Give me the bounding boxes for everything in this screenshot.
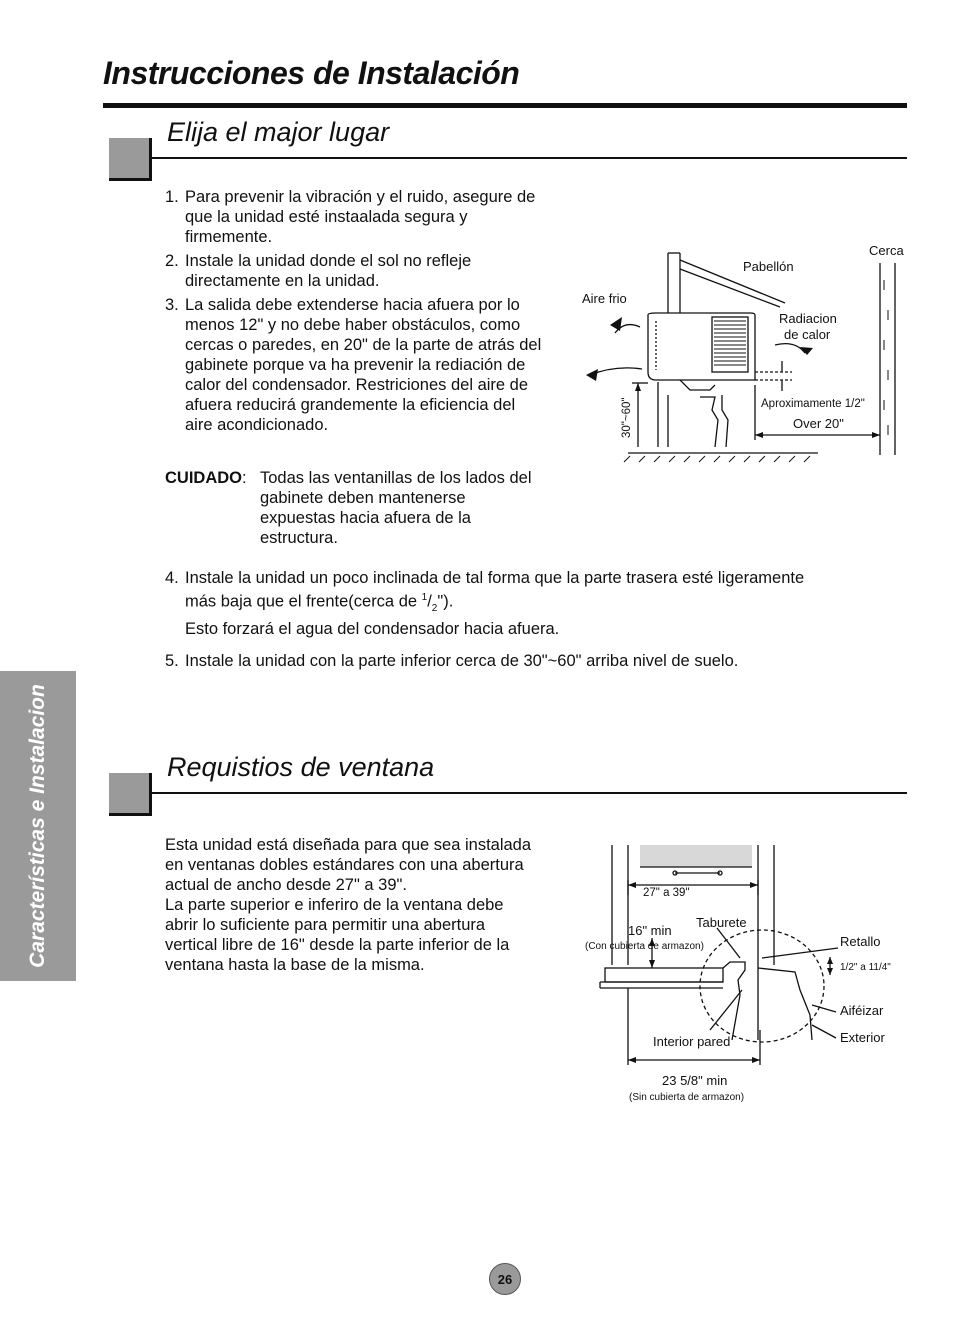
label-cerca: Cerca <box>869 243 904 258</box>
caution-note: CUIDADO: Todas las ventanillas de los lados del gabinete deben mantenerse expuestas hacia afuera de la estructura. <box>165 469 532 547</box>
section-marker <box>109 138 152 181</box>
window-requirements-text <box>165 835 540 975</box>
label-width-range: 27" a 39" <box>643 887 690 899</box>
list-item: 1. Para prevenir la vibración y el ruido, asegure de que la unidad esté instaalada segura y firmemente. <box>165 188 536 246</box>
paragraph: La parte superior e inferiro de la ventana debe abrir lo suficiente para permitir una abertura vertical libre de 16" desde la parte inferior de la ventana hasta la base de la misma. <box>165 896 510 974</box>
list-item: 3. La salida debe extenderse hacia afuera por lo menos 12" y no debe haber obstáculos, como cercas o paredes, en 20" de la parte de atrás del gabinete porque va ha prevenir la rediación de calor del condensador. Restriciones del aire de afuera reducirá grandemente la eficiencia del aire acondicionado. <box>165 296 542 434</box>
section-rule <box>150 157 907 159</box>
label-de-calor: de calor <box>784 327 831 342</box>
label-aire-frio: Aire frio <box>582 291 627 306</box>
page-number: 26 <box>489 1263 521 1295</box>
side-tab-label: Características e Instalacion <box>26 684 49 968</box>
label-23-min: 23 5/8" min <box>662 1073 728 1088</box>
label-exterior: Exterior <box>840 1030 885 1045</box>
caution-label: CUIDADO <box>165 469 242 487</box>
label-pabellon: Pabellón <box>743 259 794 274</box>
label-retallo-range: 1/2" a 11/4" <box>840 962 891 973</box>
label-aifeizar: Aiféizar <box>840 1003 884 1018</box>
placement-diagram <box>570 235 915 470</box>
instructions-list <box>165 187 545 435</box>
page-title: Instrucciones de Instalación <box>103 55 520 91</box>
window-diagram <box>580 840 910 1110</box>
caution-text: Todas las ventanillas de los lados del gabinete deben mantenerse expuestas hacia afuera de la estructura. <box>260 469 532 547</box>
label-16-min: 16" min <box>628 923 672 938</box>
label-over-20: Over 20" <box>793 416 844 431</box>
list-item-5: 5. Instale la unidad con la parte inferior cerca de 30"~60" arriba nivel de suelo. <box>165 652 739 670</box>
title-rule <box>103 103 907 108</box>
list-item-4: 4. Instale la unidad un poco inclinada de tal forma que la parte trasera esté ligeramente más baja que el frente(cerca de $^1/_2$"). Esto forzará el agua del condensador hacia afuera. <box>165 569 805 638</box>
label-retallo: Retallo <box>840 934 881 949</box>
list-item: 2. Instale la unidad donde el sol no refleje directamente en la unidad. <box>165 252 472 290</box>
label-taburete: Taburete <box>696 915 747 930</box>
label-interior-pared: Interior pared <box>653 1034 731 1049</box>
label-radiacion: Radiacion <box>779 311 837 326</box>
section-rule <box>150 792 907 794</box>
section-title-lugar: Elija el major lugar <box>167 117 390 147</box>
label-aprox: Aproximamente 1/2" <box>761 398 865 410</box>
section-marker <box>109 773 152 816</box>
label-sin-cubierta: (Sin cubierta de armazon) <box>629 1092 745 1103</box>
paragraph: Esta unidad está diseñada para que sea instalada en ventanas dobles estándares con una abertura actual de ancho desde 27" a 39". <box>165 836 532 894</box>
label-height: 30"~60" <box>621 397 633 438</box>
label-con-cubierta: (Con cubierta de armazon) <box>585 941 704 952</box>
section-title-ventana: Requistios de ventana <box>167 752 435 782</box>
